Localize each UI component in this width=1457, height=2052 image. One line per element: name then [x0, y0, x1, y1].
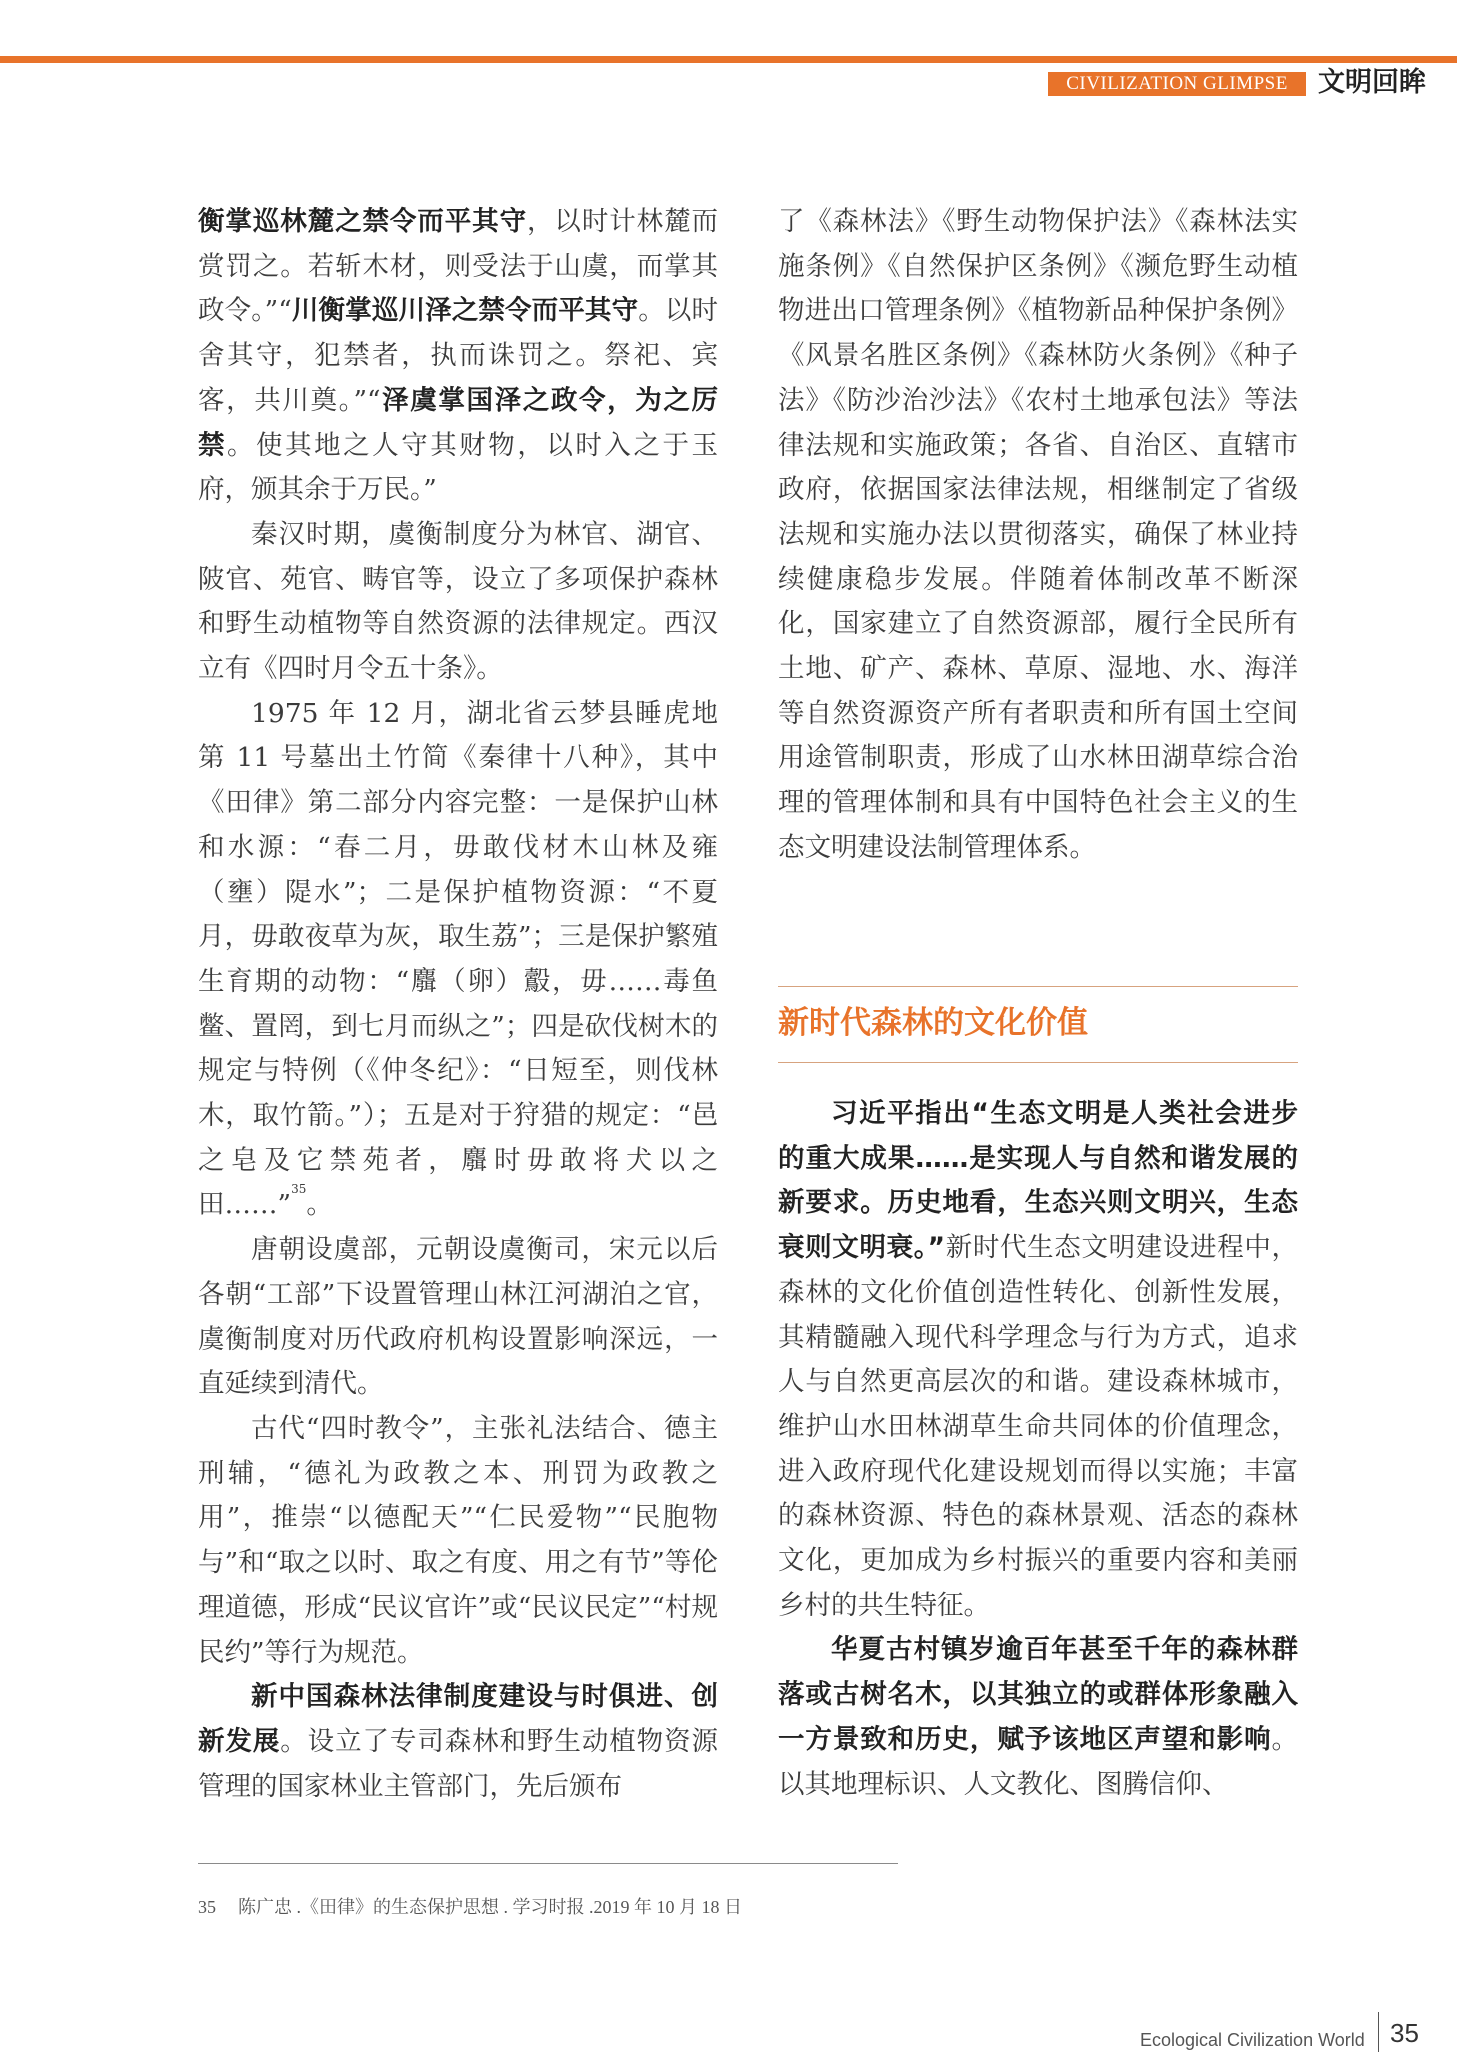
left-column	[198, 200, 718, 1809]
paragraph-8: 习近平指出“生态文明是人类社会进步的重大成果……是实现人与自然和谐发展的新要求。历史地看，生态兴则文明兴，生态衰则文明衰。”新时代生态文明建设进程中，森林的文化价值创造性转化、创新性发展，其精髓融入现代科学理念与行为方式，追求人与自然更高层次的和谐。建设森林城市，维护山水田林湖草生命共同体的价值理念，进入政府现代化建设规划而得以实施；丰富的森林资源、特色的森林景观、活态的森林文化，更加成为乡村振兴的重要内容和美丽乡村的共生特征。	[778, 1098, 1298, 1621]
paragraph-4: 唐朝设虞部，元朝设虞衡司，宋元以后各朝“工部”下设置管理山林江河湖泊之官，虞衡制度对历代政府机构设置影响深远，一直延续到清代。	[198, 1234, 718, 1400]
magazine-name: Ecological Civilization World	[1140, 2030, 1365, 2050]
section-heading: 新时代森林的文化价值	[778, 1005, 1088, 1041]
paragraph-9: 华夏古村镇岁逾百年甚至千年的森林群落或古树名木，以其独立的或群体形象融入一方景致和历史，赋予该地区声望和影响。以其地理标识、人文教化、图腾信仰、	[778, 1634, 1298, 1800]
section-title-chinese: 文明回眸	[1318, 67, 1426, 98]
section-rule-bottom	[778, 1062, 1298, 1063]
paragraph-3: 1975 年 12 月，湖北省云梦县睡虎地第 11 号墓出土竹简《秦律十八种》，其中《田律》第二部分内容完整：一是保护山林和水源：“春二月，毋敢伐材木山林及雍（壅）隄水”；二是保护植物资源：“不夏月，毋敢夜草为灰，取生荔”；三是保护繁殖生育期的动物：“麛（卵）鷇，毋……毒鱼鳖、置罔，到七月而纵之”；四是砍伐树木的规定与特例（《仲冬纪》：“日短至，则伐林木，取竹箭。”）；五是对于狩猎的规定：“邑之皂及它禁苑者，麛时毋敢将犬以之田……”$^{35}$。	[198, 697, 718, 1221]
paragraph-2: 秦汉时期，虞衡制度分为林官、湖官、陂官、苑官、畴官等，设立了多项保护森林和野生动植物等自然资源的法律规定。西汉立有《四时月令五十条》。	[198, 518, 718, 685]
footnote-divider	[198, 1863, 898, 1864]
paragraph-5: 古代“四时教令”，主张礼法结合、德主刑辅，“德礼为政教之本、刑罚为政教之用”，推崇“以德配天”“仁民爱物”“民胞物与”和“取之以时、取之有度、用之有节”等伦理道德，形成“民议官许”或“民议民定”“村规民约”等行为规范。	[198, 1412, 718, 1668]
top-accent-bar	[0, 56, 1457, 63]
footer-separator	[1378, 2012, 1379, 2052]
page-number: 35	[1390, 2018, 1419, 2048]
section-tag-english: CIVILIZATION GLIMPSE	[1048, 72, 1306, 96]
right-column-top	[778, 200, 1298, 871]
section-rule-top	[778, 986, 1298, 987]
paragraph-1: 衡掌巡林麓之禁令而平其守，以时计林麓而赏罚之。若斩木材，则受法于山虞，而掌其政令。”“川衡掌巡川泽之禁令而平其守。以时舍其守，犯禁者，执而诛罚之。祭祀、宾客，共川奠。”“泽虞掌国泽之政令，为之厉禁。使其地之人守其财物，以时入之于玉府，颁其余于万民。”	[198, 206, 719, 506]
right-column-bottom	[778, 1092, 1298, 1807]
footnote-ref: 35	[291, 1182, 307, 1197]
footnote: 35 陈广忠 .《田律》的生态保护思想 . 学习时报 .2019 年 10 月 18 日	[198, 1897, 742, 1917]
paragraph-6: 新中国森林法律制度建设与时俱进、创新发展。设立了专司森林和野生动植物资源管理的国家林业主管部门，先后颁布	[198, 1681, 718, 1802]
paragraph-7: 了《森林法》《野生动物保护法》《森林法实施条例》《自然保护区条例》《濒危野生动植物进出口管理条例》《植物新品种保护条例》《风景名胜区条例》《森林防火条例》《种子法》《防沙治沙法》《农村土地承包法》等法律法规和实施政策；各省、自治区、直辖市政府，依据国家法律法规，相继制定了省级法规和实施办法以贯彻落实，确保了林业持续健康稳步发展。伴随着体制改革不断深化，国家建立了自然资源部，履行全民所有土地、矿产、森林、草原、湿地、水、海洋等自然资源资产所有者职责和所有国土空间用途管制职责，形成了山水林田湖草综合治理的管理体制和具有中国特色社会主义的生态文明建设法制管理体系。	[778, 206, 1298, 863]
